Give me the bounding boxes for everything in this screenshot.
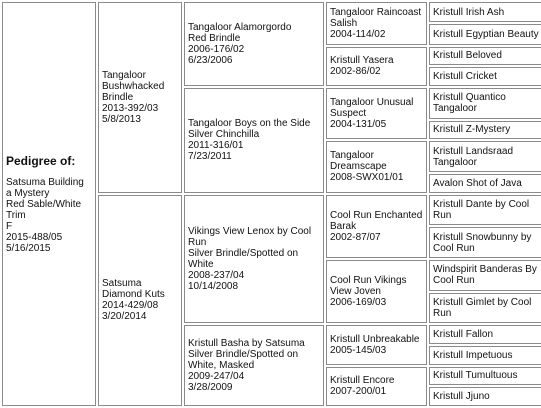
sds-cell — [326, 88, 427, 139]
subject-color: Red Sable/White Trim — [6, 199, 82, 221]
sd-color: Silver Chinchilla — [188, 129, 260, 141]
sdd-reg: 2008-SWX01/01 — [330, 172, 404, 184]
ssss-cell: Kristull Irish Ash — [429, 2, 541, 22]
ds-name: Vikings View Lenox by Cool Run — [188, 225, 312, 248]
sire-dob: 5/8/2013 — [102, 113, 141, 125]
ddd-name: Kristull Encore — [330, 375, 395, 387]
dsd-cell — [326, 260, 427, 323]
dd-cell — [184, 325, 324, 406]
ddd-reg: 2007-200/01 — [330, 386, 387, 398]
ss-dob: 6/23/2006 — [188, 54, 233, 66]
sssd-cell: Kristull Egyptian Beauty — [429, 24, 541, 44]
pedigree-heading: Pedigree of: — [6, 154, 76, 168]
dddd-cell: Kristull Jjuno — [429, 387, 541, 406]
ss-name: Tangaloor Alamorgordo — [188, 21, 292, 33]
dsds-cell: Windspirit Banderas By Cool Run — [429, 260, 541, 291]
ds-reg: 2008-237/04 — [188, 269, 245, 281]
dssd-cell: Kristull Snowbunny by Cool Run — [429, 227, 541, 258]
subject-cell — [2, 2, 96, 406]
dsd-reg: 2006-169/03 — [330, 297, 387, 309]
subject-reg: 2015-488/05 — [6, 232, 63, 243]
sdsd-cell: Kristull Z-Mystery — [429, 121, 541, 140]
dds-cell — [326, 325, 427, 364]
ssd-reg: 2002-86/02 — [330, 66, 381, 78]
sd-dob: 7/23/2011 — [188, 151, 232, 163]
sd-cell — [184, 88, 324, 193]
ssds-cell: Kristull Beloved — [429, 47, 541, 66]
dam-name: Satsuma Diamond Kuts — [102, 278, 165, 301]
dss-cell — [326, 195, 427, 258]
sdss-cell: Kristull Quantico Tangaloor — [429, 88, 541, 119]
ddds-cell: Kristull Tumultuous — [429, 367, 541, 386]
ddss-cell: Kristull Fallon — [429, 325, 541, 344]
ssdd-cell: Kristull Cricket — [429, 67, 541, 86]
sdds-cell: Kristull Landsraad Tangaloor — [429, 141, 541, 172]
ss-color: Red Brindle — [188, 32, 241, 44]
sire-cell — [98, 2, 182, 193]
ds-color: Silver Brindle/Spotted on White — [188, 247, 299, 270]
subject-dob: 5/16/2015 — [6, 243, 51, 254]
dsd-name: Cool Run Vikings View Joven — [330, 275, 407, 298]
sss-reg: 2004-114/02 — [330, 28, 386, 40]
ds-dob: 10/14/2008 — [188, 280, 239, 292]
sss-cell — [326, 2, 427, 45]
dds-name: Kristull Unbreakable — [330, 333, 420, 345]
dds-reg: 2005-145/03 — [330, 344, 387, 356]
ssd-name: Kristull Yasera — [330, 55, 394, 67]
dd-reg: 2009-247/04 — [188, 371, 245, 383]
sds-name: Tangaloor Unusual Suspect — [330, 97, 414, 120]
subject-sex: F — [6, 221, 13, 232]
sire-reg: 2013-392/03 — [102, 102, 159, 114]
dd-name: Kristull Basha by Satsuma — [188, 338, 305, 350]
dam-reg: 2014-429/08 — [102, 300, 159, 312]
sss-name: Tangaloor Raincoast Salish — [330, 6, 422, 29]
dss-name: Cool Run Enchanted Barak — [330, 209, 423, 232]
ss-cell — [184, 2, 324, 86]
dsdd-cell: Kristull Gimlet by Cool Run — [429, 293, 541, 324]
sdd-name: Tangaloor Dreamscape — [330, 150, 387, 173]
sdd-cell — [326, 141, 427, 192]
dss-reg: 2002-87/07 — [330, 231, 381, 243]
sds-reg: 2004-131/05 — [330, 119, 387, 131]
ddd-cell — [326, 367, 427, 406]
ds-cell — [184, 195, 324, 324]
ssd-cell — [326, 47, 427, 86]
ddsd-cell: Kristull Impetuous — [429, 346, 541, 365]
ss-reg: 2006-176/02 — [188, 43, 245, 55]
dd-color: Silver Brindle/Spotted on White, Masked — [188, 349, 299, 372]
sd-reg: 2011-316/01 — [188, 140, 244, 152]
subject-name: Satsuma Building a Mystery — [6, 177, 84, 199]
dsss-cell: Kristull Dante by Cool Run — [429, 195, 541, 226]
sddd-cell: Avalon Shot of Java — [429, 174, 541, 193]
dam-cell — [98, 195, 182, 406]
sd-name: Tangaloor Boys on the Side — [188, 118, 311, 130]
sire-name: Tangaloor Bushwhacked Brindle — [102, 69, 165, 103]
dam-dob: 3/20/2014 — [102, 311, 147, 323]
dd-dob: 3/28/2009 — [188, 382, 233, 394]
